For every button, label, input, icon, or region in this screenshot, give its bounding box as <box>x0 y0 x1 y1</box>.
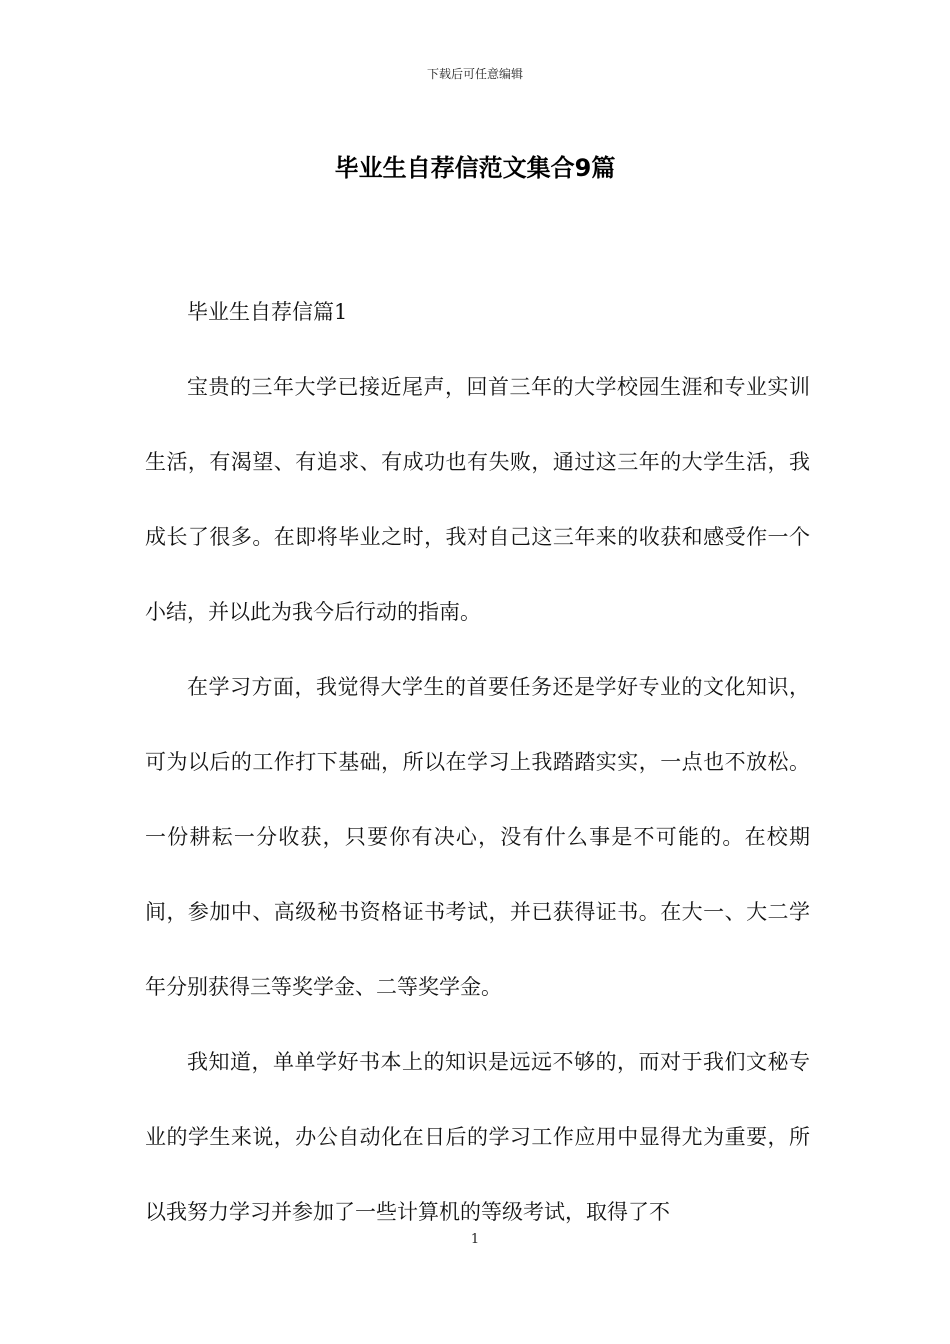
page-number: 1 <box>470 1232 480 1247</box>
document-title: 毕业生自荐信范文集合9篇 <box>334 154 616 182</box>
paragraph-1: 宝贵的三年大学已接近尾声，回首三年的大学校园生涯和专业实训生活，有渴望、有追求、有成功也有失败，通过这三年的大学生活，我成长了很多。在即将毕业之时，我对自己这三年来的收获和感受作一个小结，并以此为我今后行动的指南。 <box>145 375 810 624</box>
paragraph-3: 我知道，单单学好书本上的知识是远远不够的，而对于我们文秘专业的学生来说，办公自动化在日后的学习工作应用中显得尤为重要，所以我努力学习并参加了一些计算机的等级考试，取得了不 <box>145 1050 810 1224</box>
document-body <box>145 275 810 1250</box>
section-heading: 毕业生自荐信篇1 <box>187 300 348 324</box>
paragraph-2: 在学习方面，我觉得大学生的首要任务还是学好专业的文化知识，可为以后的工作打下基础，所以在学习上我踏踏实实，一点也不放松。一份耕耘一分收获，只要你有决心，没有什么事是不可能的。在校期间，参加中、高级秘书资格证书考试，并已获得证书。在大一、大二学年分别获得三等奖学金、二等奖学金。 <box>145 675 810 999</box>
header-note: 下载后可任意编辑 <box>426 67 523 81</box>
